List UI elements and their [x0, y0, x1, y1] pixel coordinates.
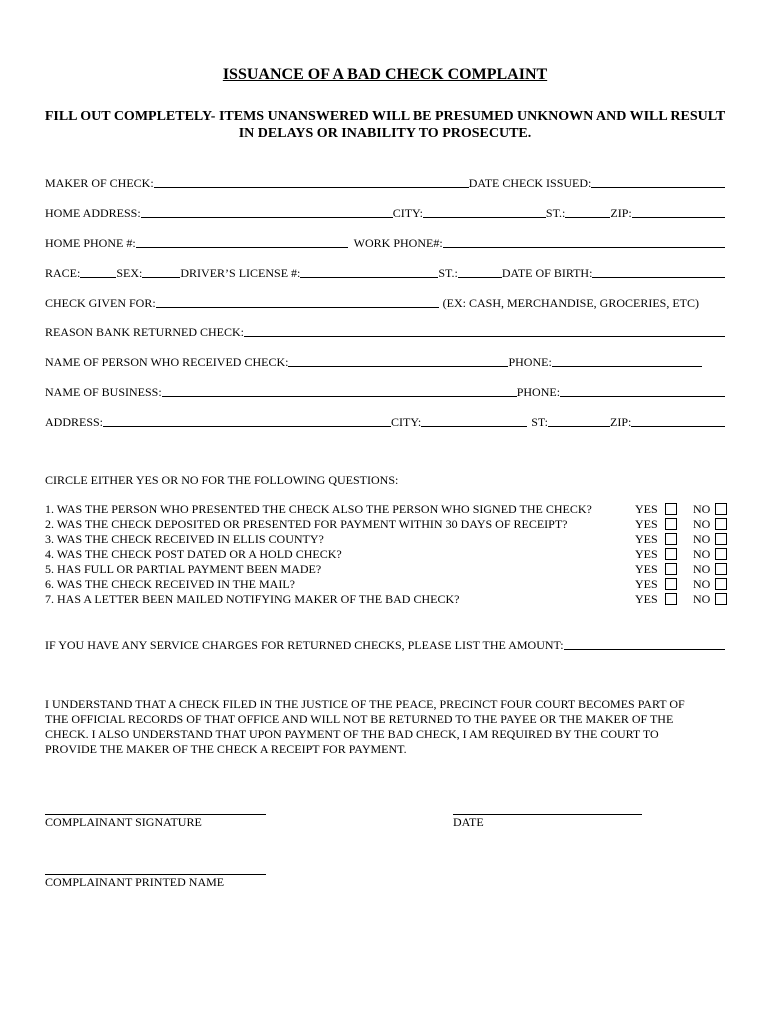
question-row: [45, 532, 735, 547]
drivers-license-field[interactable]: [300, 265, 438, 278]
question-text: 5. HAS FULL OR PARTIAL PAYMENT BEEN MADE?: [45, 562, 322, 576]
yes-checkbox[interactable]: [665, 593, 677, 605]
no-checkbox[interactable]: [715, 518, 727, 530]
business-state-label: ST:: [531, 415, 548, 429]
question-text: 2. WAS THE CHECK DEPOSITED OR PRESENTED FOR PAYMENT WITHIN 30 DAYS OF RECEIPT?: [45, 517, 568, 531]
yes-label: YES: [635, 532, 658, 546]
home-zip-label: ZIP:: [610, 206, 632, 220]
question-text: 4. WAS THE CHECK POST DATED OR A HOLD CHECK?: [45, 547, 342, 561]
check-given-for-label: CHECK GIVEN FOR:: [45, 296, 156, 310]
row-person-received: [45, 352, 725, 370]
home-address-label: HOME ADDRESS:: [45, 206, 141, 220]
no-label: NO: [693, 517, 711, 531]
service-charges-label: IF YOU HAVE ANY SERVICE CHARGES FOR RETURNED CHECKS, PLEASE LIST THE AMOUNT:: [45, 638, 564, 652]
home-phone-field[interactable]: [136, 235, 348, 248]
service-charges-field[interactable]: [564, 637, 725, 650]
questions-intro: CIRCLE EITHER YES OR NO FOR THE FOLLOWING QUESTIONS:: [45, 473, 399, 487]
home-phone-label: HOME PHONE #:: [45, 236, 136, 250]
no-checkbox[interactable]: [715, 503, 727, 515]
check-given-for-example: (EX: CASH, MERCHANDISE, GROCERIES, ETC): [442, 296, 700, 310]
no-checkbox[interactable]: [715, 548, 727, 560]
home-state-field[interactable]: [565, 205, 610, 218]
no-label: NO: [693, 502, 711, 516]
question-row: [45, 577, 735, 592]
yes-checkbox[interactable]: [665, 563, 677, 575]
yes-label: YES: [635, 547, 658, 561]
row-check-given-for: [45, 293, 725, 311]
work-phone-label: WORK PHONE#:: [353, 236, 443, 250]
business-city-field[interactable]: [421, 414, 527, 427]
no-label: NO: [693, 562, 711, 576]
sex-label: SEX:: [116, 266, 143, 280]
question-row: [45, 562, 735, 577]
yes-no-questions: [45, 502, 735, 607]
yes-label: YES: [635, 562, 658, 576]
date-of-birth-field[interactable]: [592, 265, 725, 278]
business-city-label: CITY:: [391, 415, 422, 429]
business-zip-label: ZIP:: [610, 415, 632, 429]
row-identity: [45, 263, 725, 281]
business-address-field[interactable]: [103, 414, 391, 427]
maker-of-check-label: MAKER OF CHECK:: [45, 176, 154, 190]
no-label: NO: [693, 592, 711, 606]
business-address-label: ADDRESS:: [45, 415, 104, 429]
yes-label: YES: [635, 577, 658, 591]
business-name-field[interactable]: [162, 384, 517, 397]
yes-checkbox[interactable]: [665, 548, 677, 560]
row-maker-of-check: [45, 173, 725, 191]
form-title: ISSUANCE OF A BAD CHECK COMPLAINT: [222, 66, 548, 83]
complainant-printed-name-label: COMPLAINANT PRINTED NAME: [45, 875, 225, 889]
yes-checkbox[interactable]: [665, 578, 677, 590]
business-zip-field[interactable]: [631, 414, 725, 427]
home-city-label: CITY:: [392, 206, 423, 220]
yes-checkbox[interactable]: [665, 503, 677, 515]
work-phone-field[interactable]: [443, 235, 725, 248]
yes-checkbox[interactable]: [665, 533, 677, 545]
acknowledgement-text: I UNDERSTAND THAT A CHECK FILED IN THE JUSTICE OF THE PEACE, PRECINCT FOUR COURT BECOMES PART OF THE OFFICIAL RECORDS OF THAT OFFICE AND WILL NOT BE RETURNED TO THE PAYEE OR THE MAKER OF THE CHECK. I ALSO UNDERSTAND THAT UPON PAYMENT OF THE BAD CHECK, I AM REQUIRED BY THE COURT TO PROVIDE THE MAKER OF THE CHECK A RECEIPT FOR PAYMENT.: [45, 697, 685, 756]
row-home-address: [45, 203, 725, 221]
sex-field[interactable]: [142, 265, 180, 278]
question-text: 7. HAS A LETTER BEEN MAILED NOTIFYING MAKER OF THE BAD CHECK?: [45, 592, 460, 606]
license-state-label: ST.:: [438, 266, 458, 280]
yes-label: YES: [635, 592, 658, 606]
question-row: [45, 502, 735, 517]
question-text: 3. WAS THE CHECK RECEIVED IN ELLIS COUNTY?: [45, 532, 324, 546]
no-checkbox[interactable]: [715, 578, 727, 590]
no-label: NO: [693, 577, 711, 591]
form-instructions: FILL OUT COMPLETELY- ITEMS UNANSWERED WILL BE PRESUMED UNKNOWN AND WILL RESULT IN DELAYS OR INABILITY TO PROSECUTE.: [44, 109, 726, 141]
reason-returned-field[interactable]: [244, 324, 725, 337]
home-zip-field[interactable]: [632, 205, 725, 218]
date-check-issued-field[interactable]: [591, 175, 725, 188]
yes-label: YES: [635, 517, 658, 531]
person-received-label: NAME OF PERSON WHO RECEIVED CHECK:: [45, 355, 289, 369]
row-service-charges: [45, 635, 725, 653]
question-text: 6. WAS THE CHECK RECEIVED IN THE MAIL?: [45, 577, 295, 591]
home-city-field[interactable]: [423, 205, 546, 218]
check-given-for-field[interactable]: [156, 295, 439, 308]
complainant-signature-label: COMPLAINANT SIGNATURE: [45, 815, 202, 829]
date-check-issued-label: DATE CHECK ISSUED:: [468, 176, 592, 190]
no-checkbox[interactable]: [715, 563, 727, 575]
person-received-field[interactable]: [288, 354, 508, 367]
date-of-birth-label: DATE OF BIRTH:: [501, 266, 593, 280]
question-row: [45, 592, 735, 607]
drivers-license-label: DRIVER’S LICENSE #:: [180, 266, 301, 280]
no-label: NO: [693, 547, 711, 561]
question-text: 1. WAS THE PERSON WHO PRESENTED THE CHECK ALSO THE PERSON WHO SIGNED THE CHECK?: [45, 502, 592, 516]
business-name-label: NAME OF BUSINESS:: [45, 385, 162, 399]
person-phone-label: PHONE:: [508, 355, 552, 369]
row-reason-returned: [45, 322, 725, 340]
person-phone-field[interactable]: [552, 354, 702, 367]
yes-label: YES: [635, 502, 658, 516]
no-label: NO: [693, 532, 711, 546]
home-state-label: ST.:: [545, 206, 566, 220]
business-phone-field[interactable]: [560, 384, 725, 397]
yes-checkbox[interactable]: [665, 518, 677, 530]
row-phones: [45, 233, 725, 251]
home-address-field[interactable]: [141, 205, 393, 218]
row-business-address: [45, 412, 725, 430]
race-label: RACE:: [45, 266, 81, 280]
row-business: [45, 382, 725, 400]
question-row: [45, 547, 735, 562]
maker-of-check-field[interactable]: [154, 175, 469, 188]
business-state-field[interactable]: [548, 414, 610, 427]
question-row: [45, 517, 735, 532]
no-checkbox[interactable]: [715, 533, 727, 545]
date-label: DATE: [453, 815, 484, 829]
license-state-field[interactable]: [458, 265, 502, 278]
reason-returned-label: REASON BANK RETURNED CHECK:: [45, 325, 245, 339]
business-phone-label: PHONE:: [516, 385, 561, 399]
race-field[interactable]: [80, 265, 116, 278]
no-checkbox[interactable]: [715, 593, 727, 605]
